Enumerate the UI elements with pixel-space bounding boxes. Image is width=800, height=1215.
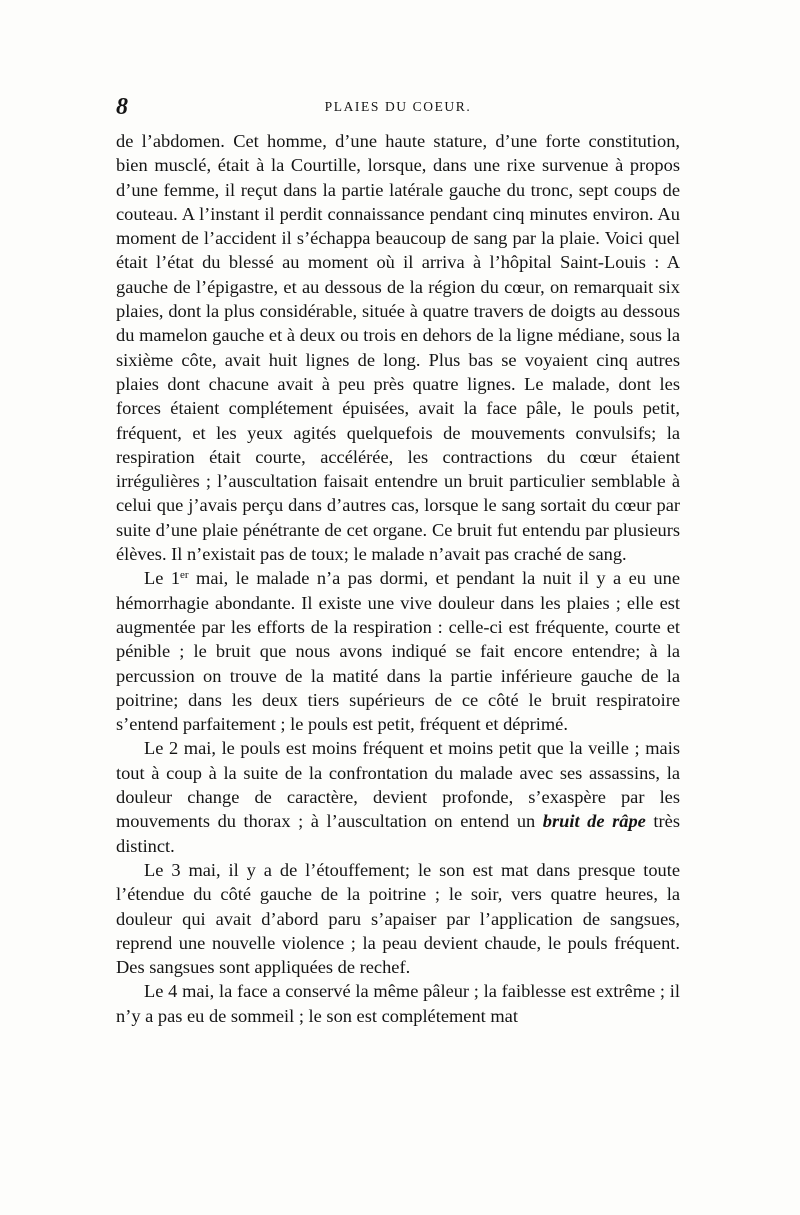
ordinal-superscript: er (180, 569, 189, 582)
paragraph-may-3: Le 3 mai, il y a de l’étouffement; le son est mat dans presque toute l’étendue du côté gauche de la poitrine ; le soir, vers quatre heures, la douleur qui avait d’abord paru s’apaiser par l’application de sangsues, reprend une nouvelle violence ; la peau devient chaude, le pouls fréquent. Des sangsues sont appliquées de rechef. (116, 859, 680, 978)
paragraph-may-4: Le 4 mai, la face a conservé la même pâleur ; la faiblesse est extrême ; il n’y a pas eu de sommeil ; le son est complétement mat (116, 981, 680, 1026)
paragraph-case-history: de l’abdomen. Cet homme, d’une haute stature, d’une forte constitution, bien musclé, était à la Courtille, lorsque, dans une rixe survenue à propos d’une femme, il reçut dans la partie latérale gauche du tronc, sept coups de couteau. A l’instant il perdit connaissance pendant cinq minutes environ. Au moment de l’accident il s’échappa beaucoup de sang par la plaie. Voici quel était l’état du blessé au moment où il arriva à l’hôpital Saint-Louis : A gauche de l’épigastre, et au dessous de la région du cœur, on remarquait six plaies, dont la plus considérable, située à quatre travers de doigts au dessous du mamelon gauche et à deux ou trois en dehors de la ligne médiane, sous la sixième côte, avait huit lignes de long. Plus bas se voyaient cinq autres plaies dont chacune avait à peu près quatre lignes. Le malade, dont les forces étaient complétement épuisées, avait la face pâle, le pouls petit, fréquent, et les yeux agités quelquefois de mouvements convulsifs; la respiration était courte, accélérée, les contractions du cœur étaient irrégulières ; l’auscultation faisait entendre un bruit particulier semblable à celui que j’avais perçu dans d’autres cas, lorsque le sang sortait du cœur par suite d’une plaie pénétrante de cet organe. Ce bruit fut entendu par plusieurs élèves. Il n’existait pas de toux; le malade n’avait pas craché de sang. (116, 131, 680, 565)
body-text (116, 129, 680, 1028)
page-number: 8 (116, 94, 128, 120)
paragraph-may-1-rest: mai, le malade n’a pas dormi, et pendant la nuit il y a eu une hémorrhagie abondante. Il existe une vive douleur dans les plaies ; elle est augmentée par les efforts de la respiration : celle-ci est fréquente, courte et pénible ; le bruit que nous avons indiqué se fait encore entendre; à la percussion on trouve de la matité dans la partie inférieure gauche de la poitrine; dans les deux tiers supérieurs de ce côté le bruit respiratoire s’entend parfaitement ; le pouls est petit, fréquent et déprimé. (116, 568, 680, 735)
paragraph-may-1-start: Le 1 (144, 568, 181, 589)
paragraph-may-2-start: Le 2 mai, le pouls est moins fréquent et moins petit que la veille ; mais tout à coup à la suite de la confrontation du malade avec ses assassins, la douleur change de caractère, devient profonde, s’exaspère par les mouvements du thorax ; à l’auscultation on entend un (116, 738, 680, 832)
paragraph-may-2 (116, 736, 680, 857)
paragraph-may-2-end: très distinct. (116, 811, 680, 856)
italic-term: bruit de râpe (542, 811, 646, 832)
paragraph-may-1 (116, 566, 680, 736)
page-header (116, 92, 680, 122)
running-title: PLAIES DU COEUR. (324, 99, 472, 114)
